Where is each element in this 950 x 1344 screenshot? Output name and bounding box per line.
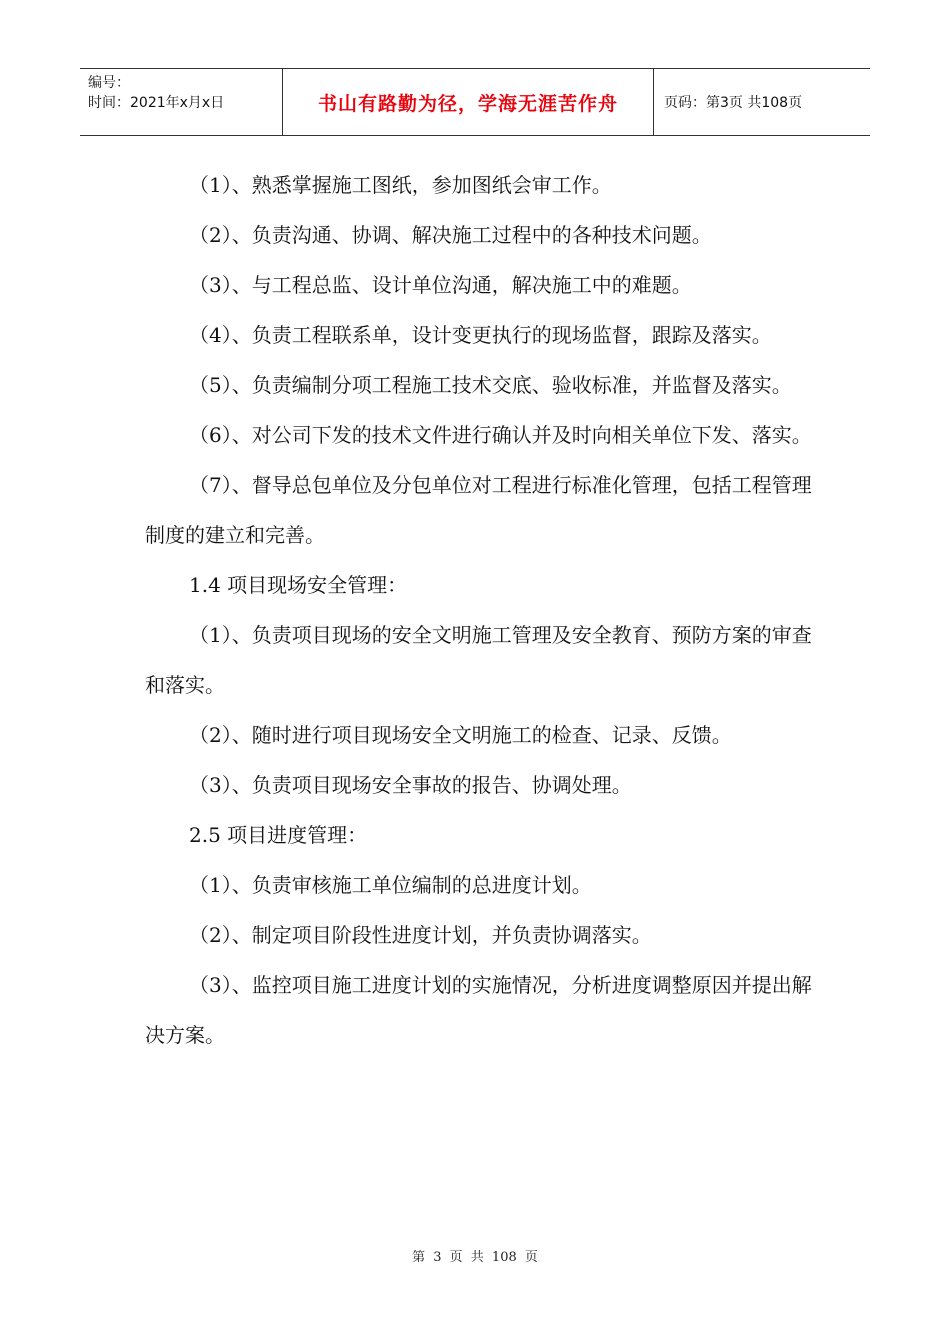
paragraph: （7）、督导总包单位及分包单位对工程进行标准化管理，包括工程管理制度的建立和完善。 — [145, 473, 812, 547]
page-header — [80, 68, 870, 136]
header-page-code: 页码：第3页 共108页 — [664, 95, 803, 111]
section-heading: 1.4 项目现场安全管理： — [189, 573, 408, 597]
paragraph: （2）、随时进行项目现场安全文明施工的检查、记录、反馈。 — [189, 723, 732, 747]
paragraph: （1）、负责审核施工单位编制的总进度计划。 — [189, 873, 592, 897]
doc-number-label: 编号： — [88, 75, 130, 91]
paragraph: （1）、熟悉掌握施工图纸，参加图纸会审工作。 — [189, 173, 612, 197]
paragraph: （4）、负责工程联系单，设计变更执行的现场监督，跟踪及落实。 — [189, 323, 772, 347]
paragraph: （6）、对公司下发的技术文件进行确认并及时向相关单位下发、落实。 — [189, 423, 812, 447]
paragraph: （1）、负责项目现场的安全文明施工管理及安全教育、预防方案的审查和落实。 — [145, 623, 812, 697]
header-info-cell — [80, 69, 282, 135]
document-body — [145, 160, 825, 1060]
section-heading: 2.5 项目进度管理： — [189, 823, 368, 847]
paragraph: （2）、制定项目阶段性进度计划，并负责协调落实。 — [189, 923, 652, 947]
paragraph: （5）、负责编制分项工程施工技术交底、验收标准，并监督及落实。 — [189, 373, 792, 397]
paragraph: （3）、负责项目现场安全事故的报告、协调处理。 — [189, 773, 632, 797]
header-motto: 书山有路勤为径，学海无涯苦作舟 — [282, 69, 654, 135]
paragraph: （2）、负责沟通、协调、解决施工过程中的各种技术问题。 — [189, 223, 712, 247]
page-footer: 第 3 页 共 108 页 — [412, 1250, 538, 1265]
date-line: 时间：2021年x月x日 — [88, 95, 225, 111]
paragraph: （3）、监控项目施工进度计划的实施情况，分析进度调整原因并提出解决方案。 — [145, 973, 812, 1047]
paragraph: （3）、与工程总监、设计单位沟通，解决施工中的难题。 — [189, 273, 692, 297]
